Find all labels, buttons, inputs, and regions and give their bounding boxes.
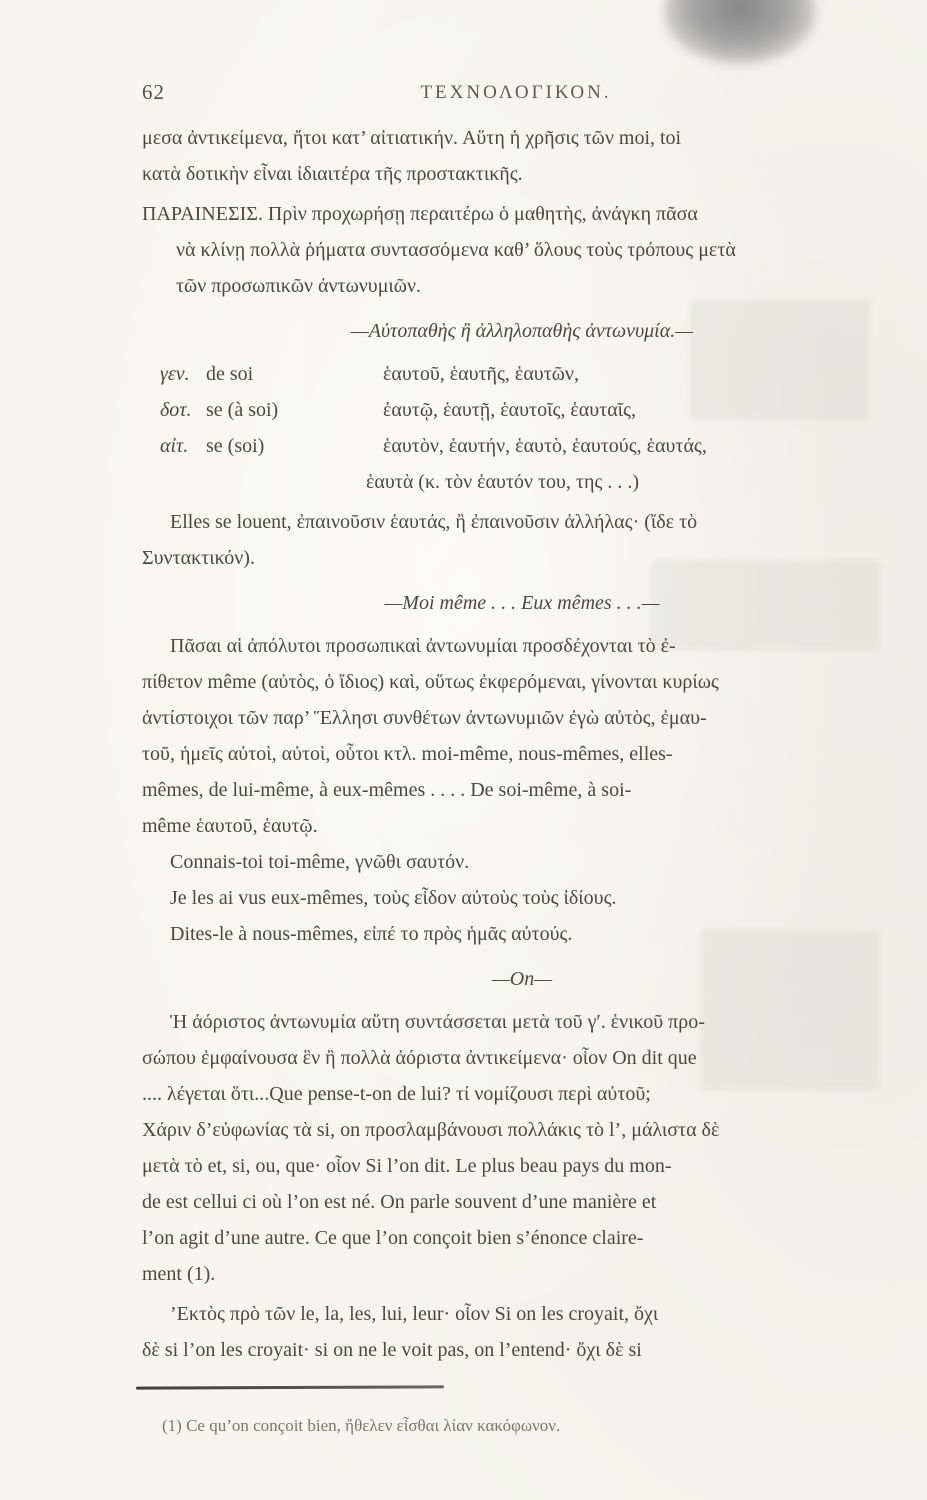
- greek-forms: ἑαυτοῦ, ἑαυτῆς, ἑαυτῶν,: [383, 363, 579, 385]
- text-line: ment (1).: [142, 1263, 216, 1285]
- text-line: Συντακτικόν).: [142, 547, 255, 569]
- running-title: ΤΕΧΝΟΛΟΓΙΚΟΝ.: [420, 82, 612, 103]
- section-heading-moi-meme: —Moi même . . . Eux mêmes . . .—: [384, 592, 660, 614]
- declension-table: [142, 356, 902, 500]
- paragraph-exceptions: [142, 1296, 902, 1368]
- text-line: même ἑαυτοῦ, ἑαυτῷ.: [142, 815, 318, 837]
- page-number: 62: [142, 80, 165, 104]
- table-row: [142, 428, 902, 464]
- case-label: αἰτ.: [160, 435, 189, 457]
- paragraph-meme: [142, 628, 902, 844]
- text-line: ’Εκτὸς πρὸ τῶν le, la, les, lui, leur· οἷον Si on les croyait, ὄχι: [170, 1303, 659, 1325]
- text-line: μεσα ἀντικείμενα, ἤτοι κατ’ αἰτιατικήν. Αὕτη ἡ χρῆσις τῶν moi, toi: [142, 127, 682, 149]
- text-line: πίθετον même (αὐτὸς, ὁ ἴδιος) καὶ, οὕτως ἐκφερόμεναι, γίνονται κυρίως: [142, 671, 719, 693]
- text-line: δὲ si l’on les croyait· si on ne le voit pas, on l’entend· ὄχι δὲ si: [142, 1339, 642, 1361]
- case-label: γεν.: [160, 363, 190, 385]
- ink-stain: [664, 0, 816, 64]
- text-line: νὰ κλίνῃ πολλὰ ῥήματα συντασσόμενα καθ’ ὅλους τοὺς τρόπους μετὰ: [176, 239, 736, 261]
- french-form: se (à soi): [206, 399, 279, 421]
- text-line: ΠΑΡΑΙΝΕΣΙΣ. Πρὶν προχωρήσῃ περαιτέρω ὁ μαθητὴς, ἀνάγκη πᾶσα: [142, 203, 698, 225]
- paragraph-parainesis: [142, 196, 902, 304]
- text-line: Dites-le à nous-mêmes, εἰπέ το πρὸς ἡμᾶς αὐτούς.: [170, 923, 573, 945]
- footnote-divider: [136, 1385, 444, 1389]
- text-line: ἀντίστοιχοι τῶν παρ’ Ἕλλησι συνθέτων ἀντωνυμιῶν ἐγὼ αὐτὸς, ἐμαυ-: [142, 707, 707, 729]
- text-line: Ἡ ἀόριστος ἀντωνυμία αὕτη συντάσσεται μετὰ τοῦ γ′. ἑνικοῦ προ-: [170, 1011, 705, 1033]
- text-line: μετὰ τὸ et, si, ou, que· οἷον Si l’on dit. Le plus beau pays du mon-: [142, 1155, 672, 1177]
- french-form: de soi: [206, 363, 254, 385]
- text-line: mêmes, de lui-même, à eux-mêmes . . . . De soi-même, à soi-: [142, 779, 632, 801]
- case-label: δοτ.: [160, 399, 192, 421]
- section-heading-on: —On—: [491, 968, 552, 990]
- text-line: Elles se louent, ἐπαινοῦσιν ἑαυτάς, ἢ ἐπαινοῦσιν ἀλλήλας· (ἴδε τὸ: [170, 511, 698, 533]
- table-row: [142, 356, 902, 392]
- examples-meme: [142, 844, 902, 952]
- text-line: Πᾶσαι αἱ ἀπόλυτοι προσωπικαὶ ἀντωνυμίαι προσδέχονται τὸ ἐ-: [170, 635, 676, 657]
- text-line: l’on agit d’une autre. Ce que l’on conçoit bien s’énonce claire-: [142, 1227, 644, 1249]
- table-row: [142, 392, 902, 428]
- text-line: Je les ai vus eux-mêmes, τοὺς εἶδον αὐτοὺς τοὺς ἰδίους.: [170, 887, 617, 909]
- paragraph-example-louent: [142, 504, 902, 576]
- paragraph-continuation: [142, 120, 902, 192]
- french-form: se (soi): [206, 435, 265, 457]
- table-row: [142, 464, 902, 500]
- text-line: τῶν προσωπικῶν ἀντωνυμιῶν.: [176, 275, 422, 297]
- footnote: (1) Ce qu’on conçoit bien, ἤθελεν εἶσθαι λίαν κακόφωνον.: [162, 1416, 561, 1435]
- text-line: τοῦ, ἡμεῖς αὐτοὶ, αὐτοὶ, οὗτοι κτλ. moi-même, nous-mêmes, elles-: [142, 743, 673, 765]
- greek-forms: ἑαυτῷ, ἑαυτῇ, ἑαυτοῖς, ἑαυταῖς,: [383, 399, 636, 421]
- text-line: de est cellui ci où l’on est né. On parle souvent d’une manière et: [142, 1191, 657, 1213]
- text-line: Connais-toi toi-même, γνῶθι σαυτόν.: [170, 851, 470, 873]
- page-header: [142, 80, 890, 110]
- greek-forms: ἑαυτὸν, ἑαυτήν, ἑαυτὸ, ἑαυτούς, ἑαυτάς,: [383, 435, 707, 457]
- greek-forms: ἑαυτὰ (κ. τὸν ἑαυτόν του, της . . .): [366, 471, 639, 493]
- text-line: κατὰ δοτικὴν εἶναι ἰδιαιτέρα τῆς προστακτικῆς.: [142, 163, 523, 185]
- text-line: Χάριν δ’εὐφωνίας τὰ si, on προσλαμβάνουσι πολλάκις τὸ l’, μάλιστα δὲ: [142, 1119, 720, 1141]
- section-heading-reflexive-pronoun: —Αὐτοπαθὴς ἢ ἀλληλοπαθὴς ἀντωνυμία.—: [350, 320, 693, 342]
- text-line: .... λέγεται ὅτι...Que pense-t-on de lui? τί νομίζουσι περὶ αὐτοῦ;: [142, 1083, 651, 1105]
- paragraph-on: [142, 1004, 902, 1292]
- text-line: σώπου ἐμφαίνουσα ἓν ἢ πολλὰ ἀόριστα ἀντικείμενα· οἷον On dit que: [142, 1047, 697, 1069]
- text-column: [142, 120, 902, 1439]
